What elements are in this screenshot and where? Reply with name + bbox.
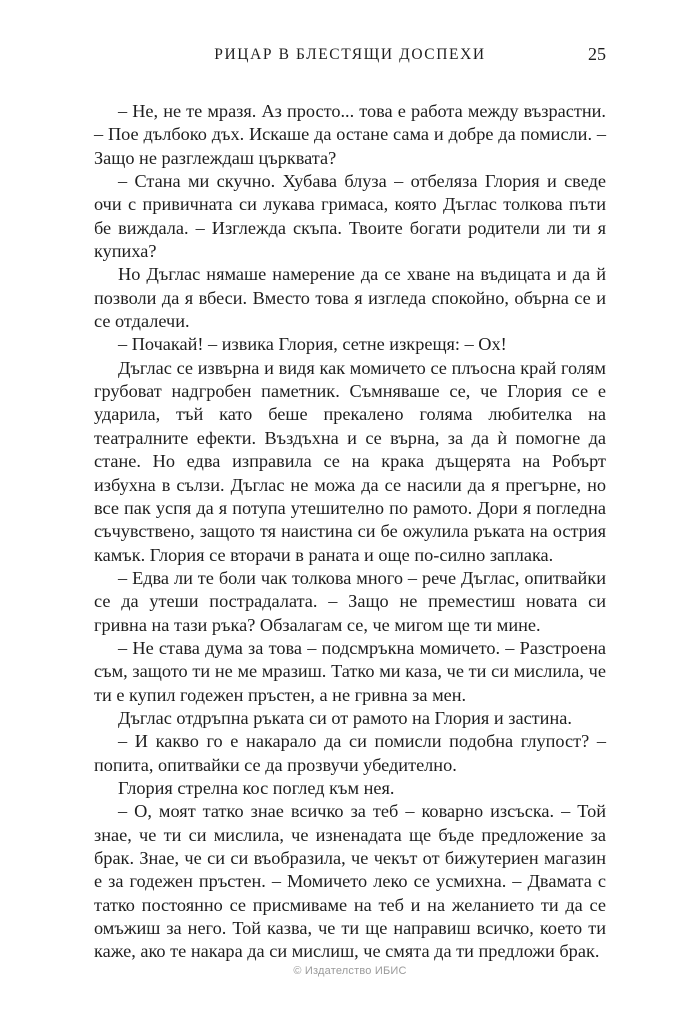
paragraph: – Стана ми скучно. Хубава блуза – отбеляза Глория и сведе очи с привичната си лукава гримаса, която Дъглас толкова пъти бе виждала. – Изглежда скъпа. Твоите богати родители ли ти я купиха? <box>94 171 606 262</box>
publisher-watermark: © Издателство ИБИС <box>293 965 407 977</box>
paragraph: – Почакай! – извика Глория, сетне изкрещя: – Ох! <box>118 334 507 355</box>
paragraph: Но Дъглас нямаше намерение да се хване на въдицата и да й позволи да я вбеси. Вместо това я изгледа спокойно, обърна се и се отдалечи. <box>94 264 606 332</box>
paragraph: – О, моят татко знае всичко за теб – коварно изсъска. – Той знае, че ти си мислила, че изненадата ще бъде предложение за брак. Знае, че си си въобразила, че чекът от бижутериен магазин е за годежен пръстен. – Момичето леко се усмихна. – Двамата с татко постоянно се присмиваме на теб и на желанието ти да се омъжиш за него. Той казва, че ти ще направиш всичко, което ти каже, ако те накара да си мислиш, че смята да ти предложи брак. <box>94 801 606 962</box>
paragraph: Дъглас се извърна и видя как момичето се плъосна край голям грубоват надгробен паметник. Съмняваше се, че Глория се е ударила, тъй като беше прекалено голяма любителка на театралните ефекти. Въздъхна и се върна, за да ѝ помогне да стане. Но едва изправила се на крака дъщерята на Робърт избухна в сълзи. Дъглас не можа да се насили да я прегърне, но все пак успя да я потупа утешително по рамото. Дори я погледна съчувствено, защото тя наистина си бе ожулила ръката на острия камък. Глория се вторачи в раната и още по-силно заплака. <box>94 357 606 565</box>
paragraph: – Не става дума за това – подсмръкна момичето. – Разстроена съм, защото ти не ме мразиш. Татко ми каза, че ти си мислила, че ти е купил годежен пръстен, а не гривна за мен. <box>94 637 606 705</box>
paragraph: – Не, не те мразя. Аз просто... това е работа между възрастни. – Пое дълбоко дъх. Искаше да остане сама и добре да помисли. – Защо не разглеждаш църквата? <box>94 101 606 168</box>
paragraph: – Едва ли те боли чак толкова много – рече Дъглас, опитвайки се да утеши пострадалата. – Защо не преместиш новата си гривна на тази ръка? Обзалагам се, че мигом ще ти мине. <box>94 567 606 635</box>
body-text <box>94 100 606 964</box>
paragraph: Дъглас отдръпна ръката си от рамото на Глория и застина. <box>118 707 572 728</box>
page-number: 25 <box>588 44 606 64</box>
running-title: РИЦАР В БЛЕСТЯЩИ ДОСПЕХИ <box>214 46 486 63</box>
running-head <box>94 44 606 68</box>
paragraph: Глория стрелна кос поглед към нея. <box>118 777 395 798</box>
paragraph: – И какво го е накарало да си помисли подобна глупост? – попита, опитвайки се да прозвучи убедително. <box>94 731 606 775</box>
